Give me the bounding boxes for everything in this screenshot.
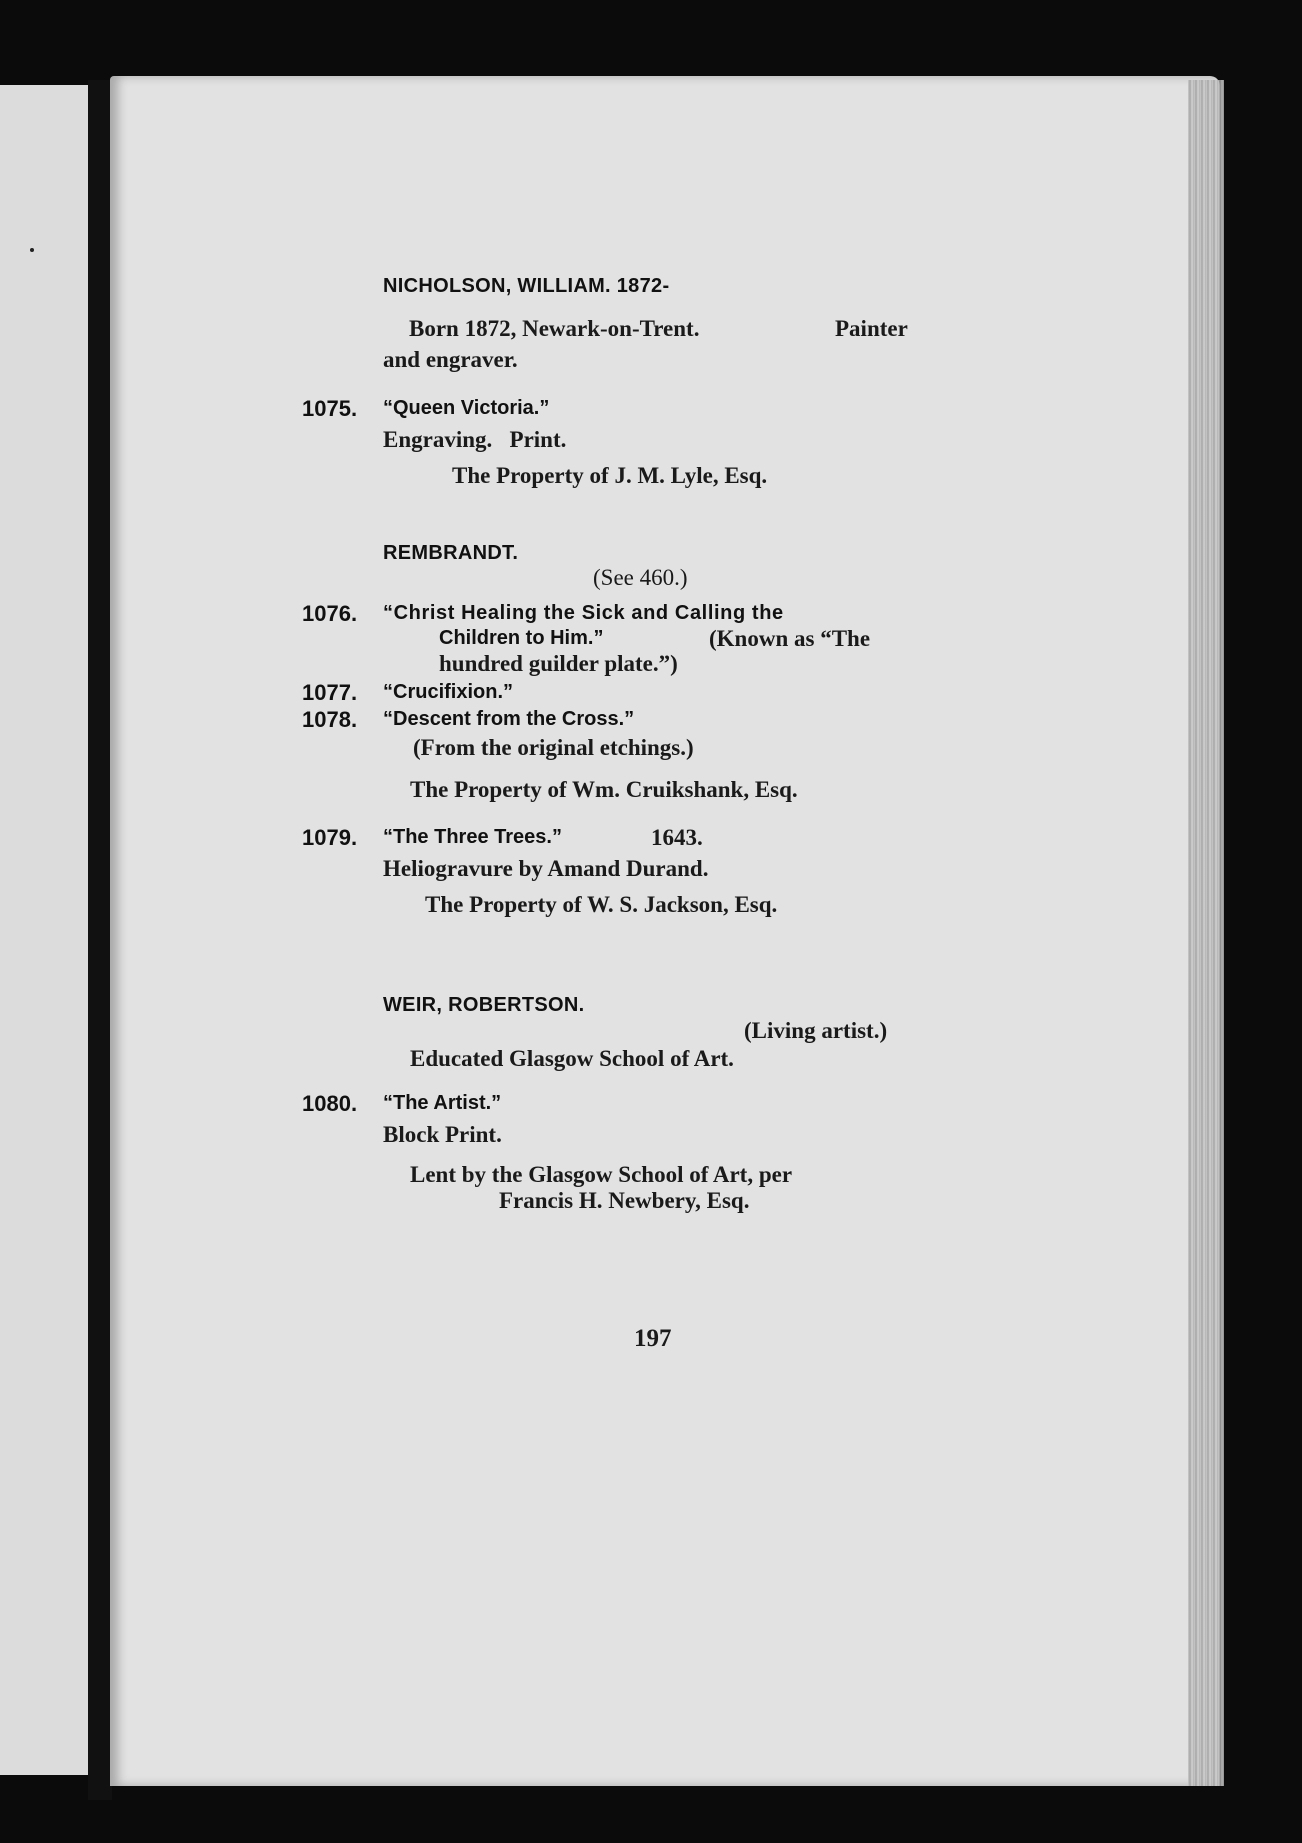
- catalogue-number-1077: 1077.: [302, 680, 358, 705]
- previous-page-edge: [0, 85, 88, 1775]
- work-medium-1079: Heliogravure by Amand Durand.: [383, 856, 709, 881]
- artist-heading-nicholson: NICHOLSON, WILLIAM. 1872-: [383, 275, 670, 297]
- catalogue-number-1075: 1075.: [302, 396, 358, 421]
- catalogue-number-1080: 1080.: [302, 1091, 358, 1116]
- work-title-1077: “Crucifixion.”: [383, 681, 514, 703]
- page-number: 197: [634, 1325, 672, 1352]
- nicholson-bio-line1: Born 1872, Newark-on-Trent.: [409, 316, 700, 341]
- work-known-as-1076-line2: hundred guilder plate.”): [439, 651, 678, 676]
- artist-heading-rembrandt: REMBRANDT.: [383, 542, 519, 564]
- rembrandt-see-reference: (See 460.): [593, 565, 688, 590]
- work-medium-1075: Engraving. Print.: [383, 427, 567, 452]
- work-owner-1079: The Property of W. S. Jackson, Esq.: [425, 892, 778, 917]
- work-title-1080: “The Artist.”: [383, 1092, 502, 1114]
- weir-status: (Living artist.): [744, 1018, 888, 1043]
- work-medium-1080: Block Print.: [383, 1122, 502, 1147]
- work-title-1076-line1: “Christ Healing the Sick and Calling the: [383, 602, 784, 624]
- page-stack-edge: [1188, 80, 1224, 1786]
- work-title-1076-line2: Children to Him.”: [439, 627, 604, 649]
- artist-heading-weir: WEIR, ROBERTSON.: [383, 994, 585, 1016]
- catalogue-number-1078: 1078.: [302, 707, 358, 732]
- work-note-1078: (From the original etchings.): [413, 735, 694, 760]
- work-title-1078: “Descent from the Cross.”: [383, 708, 635, 730]
- work-year-1079: 1643.: [651, 825, 703, 850]
- work-owner-1075: The Property of J. M. Lyle, Esq.: [452, 463, 768, 488]
- catalogue-number-1076: 1076.: [302, 601, 358, 626]
- work-known-as-1076: (Known as “The: [709, 626, 871, 651]
- work-owner-1080-line1: Lent by the Glasgow School of Art, per: [410, 1162, 793, 1187]
- ink-speck: [30, 248, 34, 252]
- nicholson-bio-line1-right: Painter: [835, 316, 908, 341]
- book-gutter: [88, 80, 112, 1800]
- nicholson-bio-line2: and engraver.: [383, 347, 518, 372]
- work-title-1079: “The Three Trees.”: [383, 826, 562, 848]
- weir-bio: Educated Glasgow School of Art.: [410, 1046, 734, 1071]
- work-owner-1078: The Property of Wm. Cruikshank, Esq.: [410, 777, 798, 802]
- work-title-1075: “Queen Victoria.”: [383, 397, 550, 419]
- catalogue-number-1079: 1079.: [302, 825, 358, 850]
- work-owner-1080-line2: Francis H. Newbery, Esq.: [499, 1188, 750, 1213]
